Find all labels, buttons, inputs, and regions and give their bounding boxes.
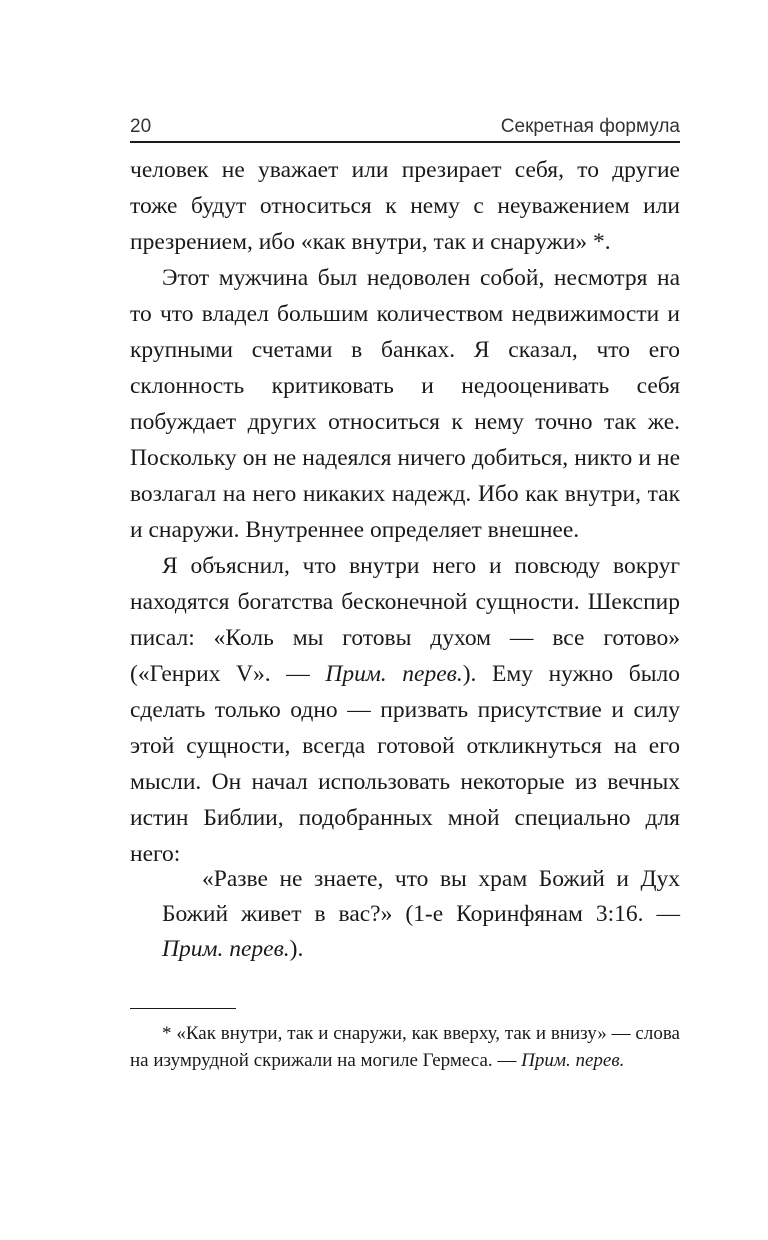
page-header bbox=[130, 112, 680, 142]
quote-translator-note: Прим. перев. bbox=[162, 936, 290, 962]
paragraph-3-text-b: ). Ему нужно было сделать только одно — призвать присутствие и силу этой сущности, всегда готовой откликнуться на его мысли. Он начал использовать некоторые из вечных истин Библии, подобранных мной специально для него: bbox=[130, 661, 681, 867]
paragraph-3 bbox=[130, 548, 680, 872]
quote-paragraph bbox=[162, 862, 680, 967]
footnote bbox=[130, 1020, 680, 1074]
quote-text-b: ). bbox=[289, 936, 304, 962]
translator-note: Прим. перев. bbox=[325, 661, 463, 687]
page-number: 20 bbox=[130, 116, 152, 137]
footnote-paragraph bbox=[130, 1020, 680, 1074]
header-rule bbox=[130, 141, 680, 143]
footnote-rule bbox=[130, 1008, 236, 1009]
bible-quote bbox=[162, 862, 680, 967]
paragraph-2-text: Этот мужчина был недоволен собой, несмотря на то что владел большим количеством недвижимости и крупными счетами в банках. Я сказал, что его склонность критиковать и недооценивать себя побуждает других относиться к нему точно так же. Поскольку он не надеялся ничего добиться, никто и не возлагал на него никаких надежд. Ибо как внутри, так и снаружи. Внутреннее определяет внешнее. bbox=[130, 265, 680, 543]
paragraph-2 bbox=[130, 260, 680, 548]
footnote-text: * «Как внутри, так и снаружи, как вверху, так и внизу» — слова на изумрудной скрижали на могиле Гермеса. — bbox=[130, 1023, 680, 1071]
paragraph-1 bbox=[130, 152, 680, 260]
paragraph-1-text: человек не уважает или презирает себя, то другие тоже будут относиться к нему с неуважением или презрением, ибо «как внутри, так и снаружи» *. bbox=[130, 157, 680, 255]
main-text bbox=[130, 152, 680, 872]
paragraph-3-text-a: Я объяснил, что внутри него и повсюду вокруг находятся богатства бесконечной сущности. Шекспир писал: «Коль мы готовы духом — все готово» («Генрих V». — bbox=[130, 553, 680, 687]
quote-text-a: «Разве не знаете, что вы храм Божий и Дух Божий живет в вас?» (1-е Коринфянам 3:16. — bbox=[162, 866, 680, 927]
footnote-translator-note: Прим. перев. bbox=[521, 1050, 625, 1071]
running-title: Секретная формула bbox=[500, 116, 680, 137]
